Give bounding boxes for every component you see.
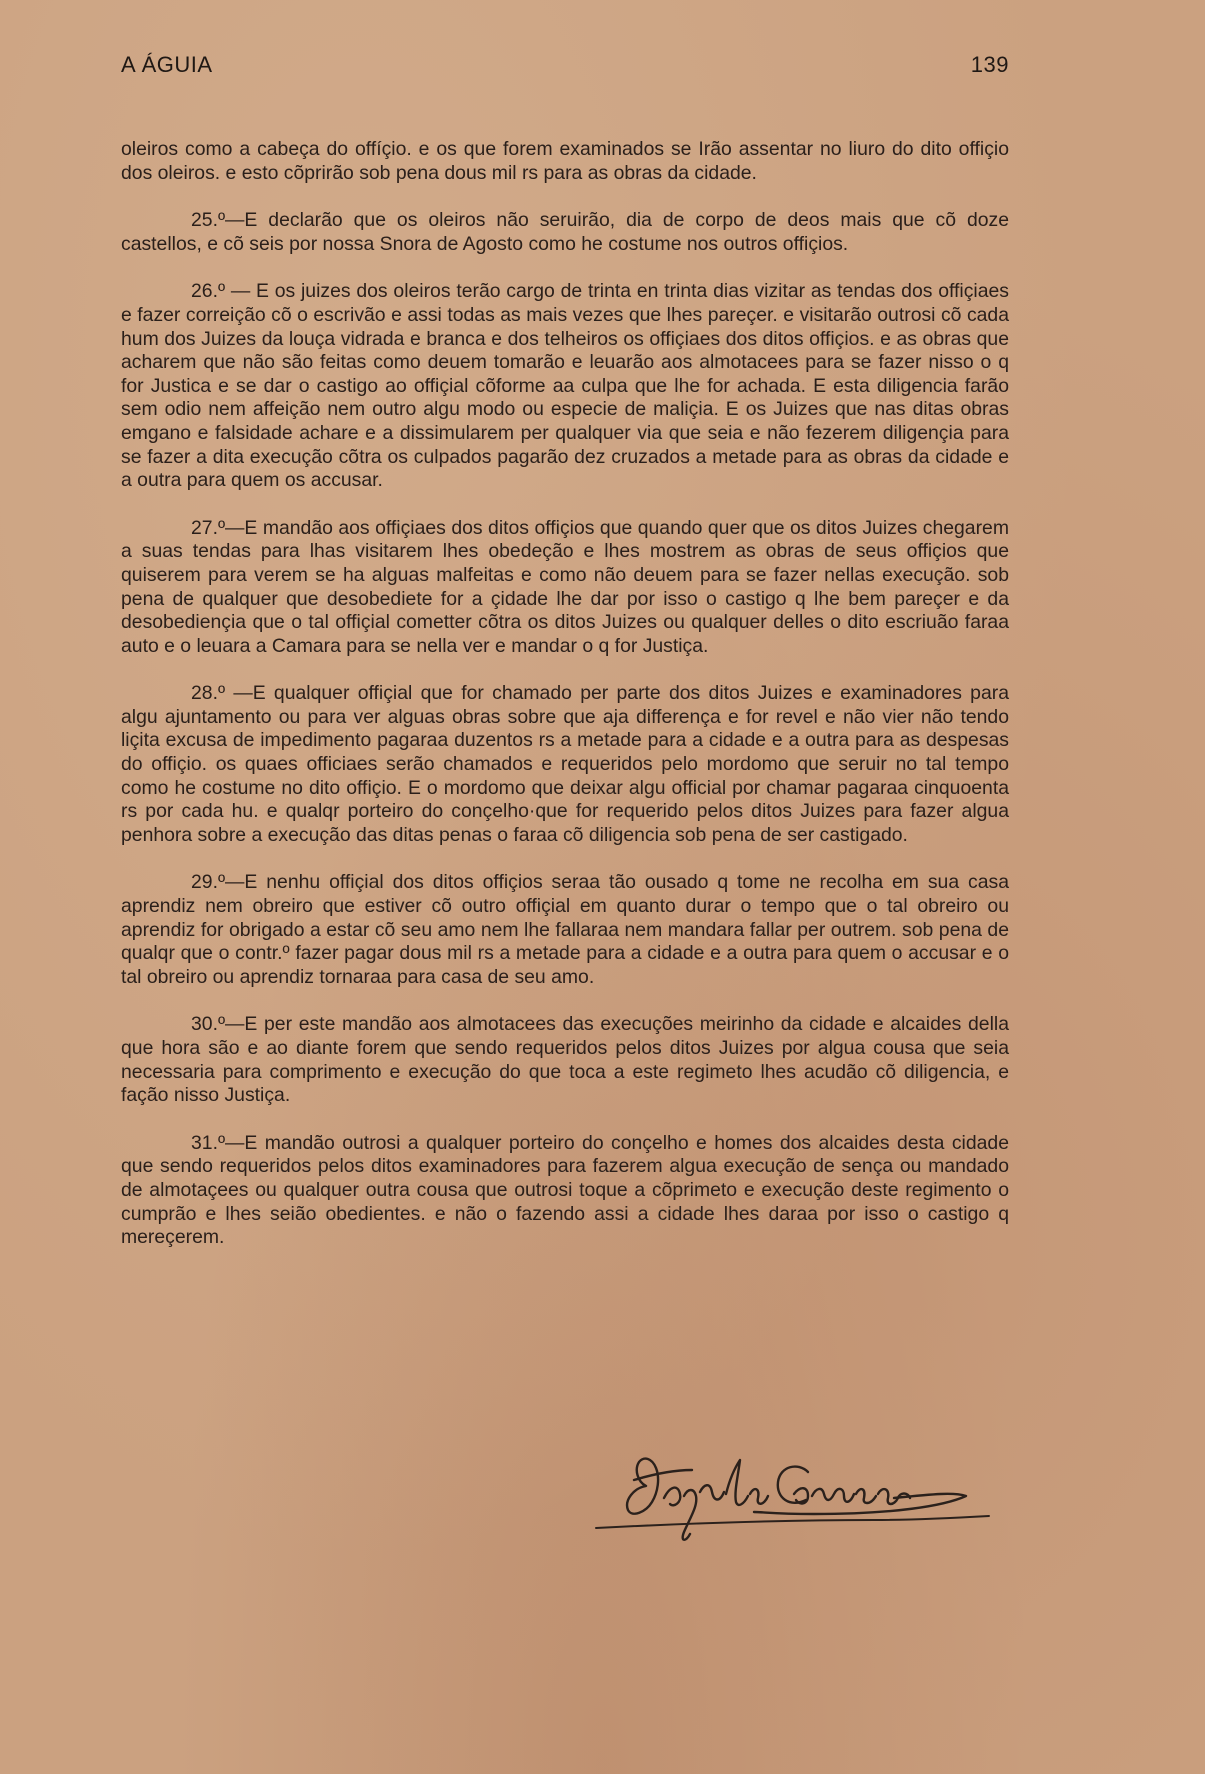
paragraph-31: 31.º—E mandão outrosi a qualquer porteiro do conçelho e homes dos alcaides desta cidade que sendo requeridos pelos ditos examinadores para fazerem algua execução de sença ou mandado de almotaçees ou qualquer outra cousa que outrosi toque a cõprimeto e execução deste regimento o cumprão e lhes seião obedientes. e não o fazendo assi a cidade lhes daraa por isso o castigo q mereçerem. <box>121 1131 1009 1249</box>
paragraph-27: 27.º—E mandão aos offiçiaes dos ditos offiçios que quando quer que os ditos Juizes chegarem a suas tendas para lhas visitarem lhes obedeção e lhes mostrem as obras de seus offiçios que quiserem para verem se ha alguas malfeitas e como não deuem para se fazer nellas execução. sob pena de qualquer que desobediete for a çidade lhe dar por isso o castigo q lhe bem pareçer e da desobediençia que o tal offiçial cometter cõtra os ditos Juizes ou qualquer delles o dito escriuão faraa auto e o leuara a Camara para se nella ver e mandar o q for Justiça. <box>121 516 1009 657</box>
paragraph-26: 26.º — E os juizes dos oleiros terão cargo de trinta en trinta dias vizitar as tendas dos offiçiaes e fazer correição cõ o escrivão e assi todas as mais vezes que lhes pareçer. e visitarão outrosi cõ cada hum dos Juizes da louça vidrada e branca e dos telheiros os offiçiaes dos ditos offiçios. e as obras que acharem que não são feitas como deuem tomarão e leuarão aos almotacees para se fazer nisso o q for Justica e se dar o castigo ao offiçial cõforme aa culpa que lhe for achada. E esta diligencia farão sem odio nem affeição nem outro algu modo ou especie de maliçia. E os Juizes que nas ditas obras emgano e falsidade achare e a dissimularem per qualquer via que seia e não fezerem diligençia para se fazer a dita execução cõtra os culpados pagarão dez cruzados a metade para as obras da cidade e a outra para quem os accusar. <box>121 280 1009 492</box>
page-header <box>121 52 1009 86</box>
paragraph-25: 25.º—E declarão que os oleiros não seruirão, dia de corpo de deos mais que cõ doze castellos, e cõ seis por nossa Snora de Agosto como he costume nos outros offiçios. <box>121 209 1009 255</box>
body-text <box>121 138 1009 1274</box>
paragraph-29: 29.º—E nenhu offiçial dos ditos offiçios seraa tão ousado q tome ne recolha em sua casa aprendiz nem obreiro que estiver cõ outro offiçial em quanto durar o tempo que o tal obreiro ou aprendiz for obrigado a estar cõ seu amo nem lhe fallaraa nem mandara fallar per outrem. sob pena de qualqr que o contr.º fazer pagar dous mil rs a metade para a cidade e a outra para quem o accusar e o tal obreiro ou aprendiz tornaraa para casa de seu amo. <box>121 871 1009 988</box>
handwritten-signature-icon <box>594 1448 1004 1548</box>
page-number: 139 <box>970 52 1009 77</box>
paragraph-30: 30.º—E per este mandão aos almotacees das execuções meirinho da cidade e alcaides della que hora são e ao diante forem que sendo requeridos pelos ditos Juizes por algua cousa que seia necessaria para comprimento e execução do que toca a este regimeto lhes acudão cõ diligencia, e fação nisso Justiça. <box>121 1013 1009 1107</box>
paragraph-28: 28.º —E qualquer offiçial que for chamado per parte dos ditos Juizes e examinadores para algu ajuntamento ou para ver alguas obras sobre que aja differença e for revel e não vier não tendo liçita excusa de impedimento pagaraa duzentos rs a metade para a cidade e a outra para as despesas do offiçio. os quaes officiaes serão chamados e requeridos pelo mordomo que seruir no tal tempo como he costume no dito offiçio. E o mordomo que deixar algu official por chamar pagaraa cinquoenta rs por cada hu. e qualqr porteiro do conçelho·que for requerido pelos ditos Juizes para fazer algua penhora sobre a execução das ditas penas o faraa cõ diligencia sob pena de ser castigado. <box>121 682 1009 846</box>
running-title: A ÁGUIA <box>121 52 213 77</box>
paragraph-continuation: oleiros como a cabeça do offíçio. e os que forem examinados se Irão assentar no liuro do dito offiçio dos oleiros. e esto cõprirão sob pena dous mil rs para as obras da cidade. <box>121 138 1009 184</box>
